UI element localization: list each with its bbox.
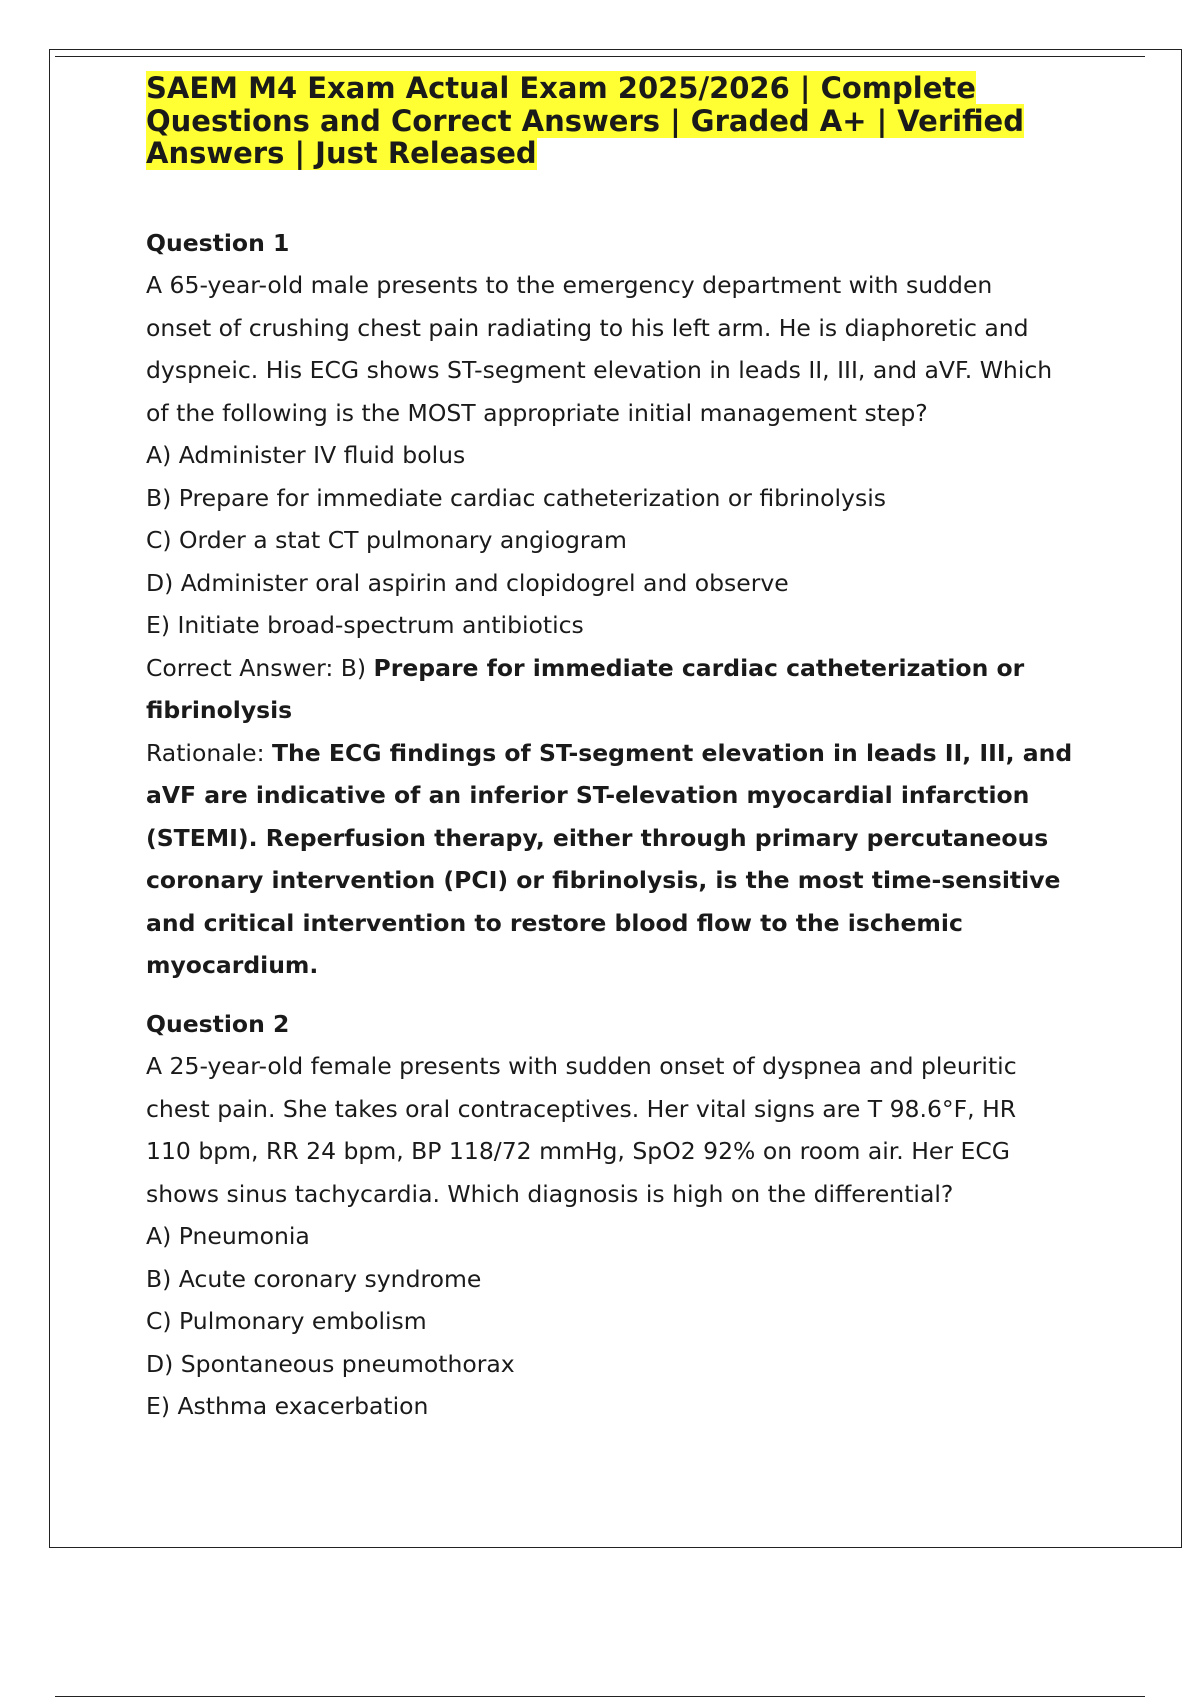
option-e: E) Asthma exacerbation — [146, 1392, 429, 1420]
question-heading: Question 2 — [146, 1009, 290, 1038]
option-e: E) Initiate broad-spectrum antibiotics — [146, 611, 584, 639]
option-c: C) Order a stat CT pulmonary angiogram — [146, 526, 627, 554]
option-b: B) Acute coronary syndrome — [146, 1264, 482, 1293]
rationale-text: The ECG findings of ST-segment elevation in leads II, III, and aVF are indicative of an inferior ST-elevation myocardial infarction (STEMI). Reperfusion therapy, either through primary percutaneous coronary intervention (PCI) or fibrinolysis, is the most time-sensitive and critical intervention to restore blood flow to the ischemic myocardium. — [146, 738, 1073, 979]
question-heading: Question 1 — [146, 228, 290, 257]
option-c: C) Pulmonary embolism — [146, 1307, 427, 1335]
document-title — [146, 72, 1046, 170]
correct-answer-label: Correct Answer: B) — [146, 653, 374, 682]
answer-options — [146, 1215, 1106, 1428]
correct-answer — [146, 647, 1106, 732]
option-a: A) Pneumonia — [146, 1222, 310, 1250]
document-content — [146, 72, 1106, 1428]
option-d: D) Spontaneous pneumothorax — [146, 1349, 515, 1378]
rationale — [146, 732, 1106, 987]
correct-answer-text: Prepare for immediate cardiac catheterization or fibrinolysis — [146, 653, 1025, 724]
option-d: D) Administer oral aspirin and clopidogrel and observe — [146, 568, 789, 597]
question-2 — [146, 1003, 1106, 1428]
top-rule — [55, 56, 1145, 57]
question-stem: A 25-year-old female presents with sudden onset of dyspnea and pleuritic chest pain. She takes oral contraceptives. Her vital signs are T 98.6°F, HR 110 bpm, RR 24 bpm, BP 118/72 mmHg, SpO2 92% on room air. Her ECG shows sinus tachycardia. Which diagnosis is high on the differential? — [146, 1052, 1017, 1208]
option-a: A) Administer IV fluid bolus — [146, 441, 466, 469]
option-b: B) Prepare for immediate cardiac catheterization or fibrinolysis — [146, 483, 886, 512]
question-1 — [146, 222, 1106, 987]
answer-options — [146, 434, 1106, 647]
document-title-text: SAEM M4 Exam Actual Exam 2025/2026 | Complete Questions and Correct Answers | Graded A+ | Verified Answers | Just Released — [146, 71, 1024, 170]
rationale-label: Rationale: — [146, 738, 273, 767]
question-stem: A 65-year-old male presents to the emergency department with sudden onset of crushing chest pain radiating to his left arm. He is diaphoretic and dyspneic. His ECG shows ST-segment elevation in leads II, III, and aVF. Which of the following is the MOST appropriate initial management step? — [146, 271, 1053, 427]
bottom-rule — [55, 1696, 1145, 1697]
